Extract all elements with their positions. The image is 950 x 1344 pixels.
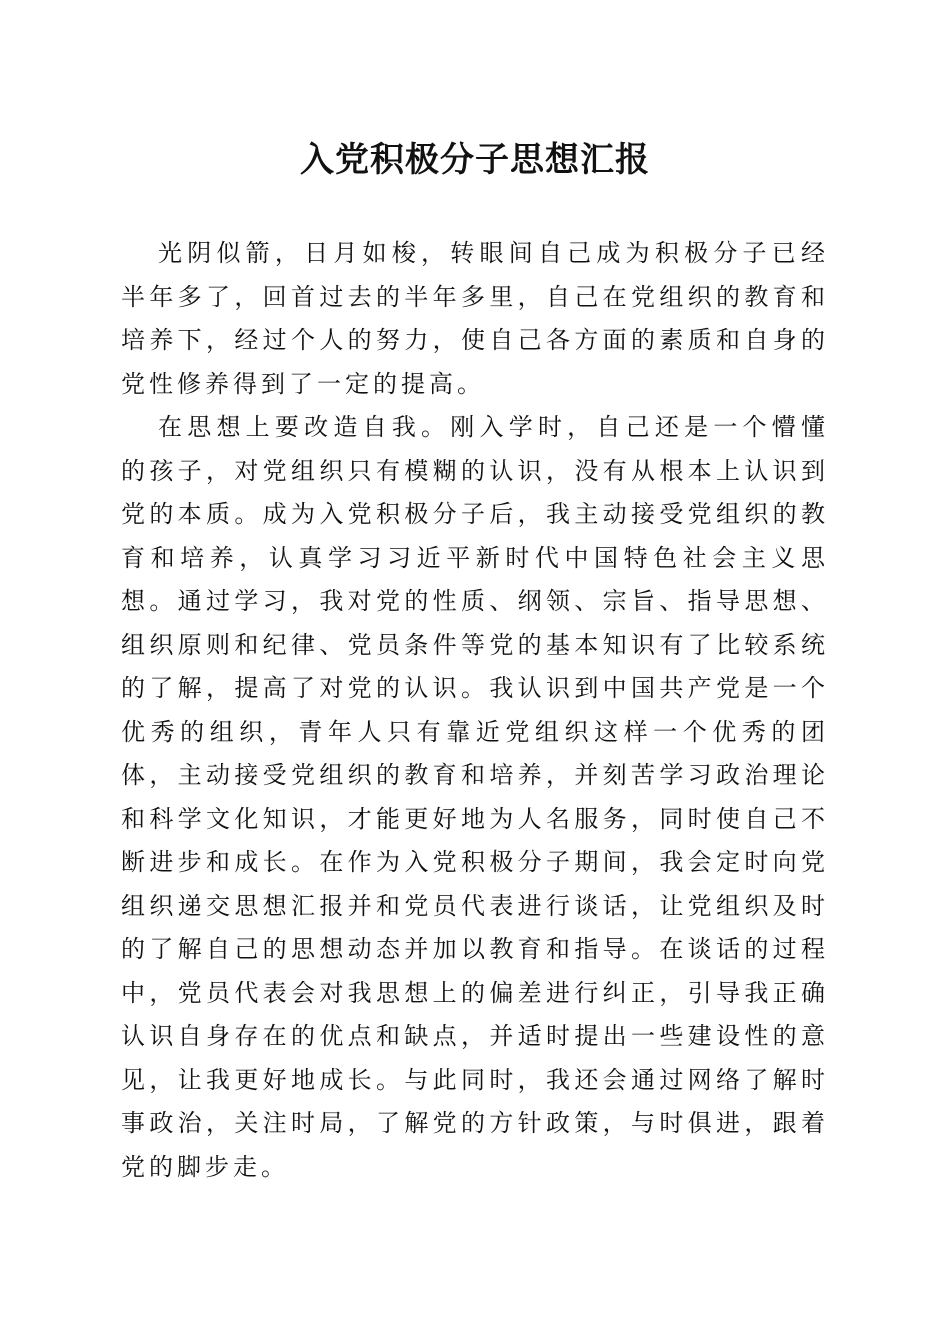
document-title: 入党积极分子思想汇报 [300,140,650,180]
document-body [121,232,829,1189]
paragraph-1: 光阴似箭，日月如梭，转眼间自己成为积极分子已经半年多了，回首过去的半年多里，自己在党组织的教育和培养下，经过个人的努力，使自己各方面的素质和自身的党性修养得到了一定的提高。 [121,239,829,398]
paragraph-2: 在思想上要改造自我。刚入学时，自己还是一个懵懂的孩子，对党组织只有模糊的认识，没有从根本上认识到党的本质。成为入党积极分子后，我主动接受党组织的教育和培养，认真学习习近平新时代中国特色社会主义思想。通过学习，我对党的性质、纲领、宗旨、指导思想、组织原则和纪律、党员条件等党的基本知识有了比较系统的了解，提高了对党的认识。我认识到中国共产党是一个优秀的组织，青年人只有靠近党组织这样一个优秀的团体，主动接受党组织的教育和培养，并刻苦学习政治理论和科学文化知识，才能更好地为人名服务，同时使自己不断进步和成长。在作为入党积极分子期间，我会定时向党组织递交思想汇报并和党员代表进行谈话，让党组织及时的了解自己的思想动态并加以教育和指导。在谈话的过程中，党员代表会对我思想上的偏差进行纠正，引导我正确认识自身存在的优点和缺点，并适时提出一些建设性的意见，让我更好地成长。与此同时，我还会通过网络了解时事政治，关注时局，了解党的方针政策，与时俱进，跟着党的脚步走。 [121,413,829,1181]
